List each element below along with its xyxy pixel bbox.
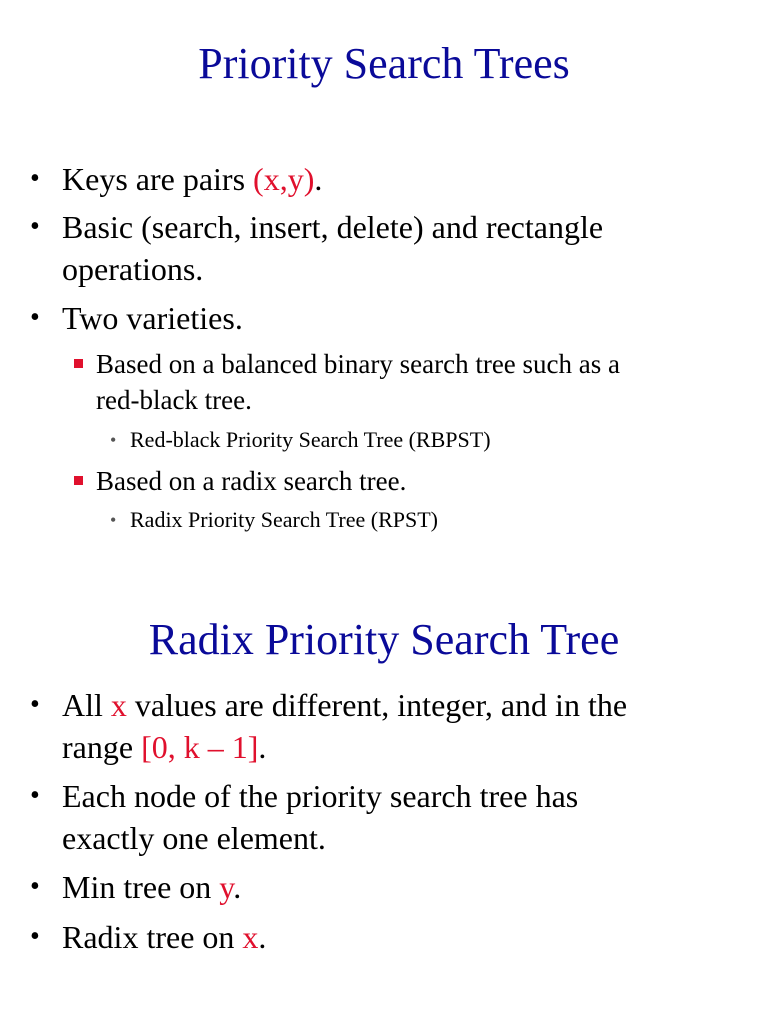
highlight-text: (x,y) — [253, 161, 315, 197]
bullet-each-node — [30, 775, 722, 859]
bullet-text: Basic (search, insert, delete) and rectangle — [62, 209, 604, 245]
slide-title: Radix Priority Search Tree — [148, 615, 620, 664]
square-bullet-icon — [74, 476, 83, 485]
bullet-text: Two varieties. — [62, 300, 243, 336]
square-bullet-icon — [74, 359, 83, 368]
bullet-dot-icon: • — [30, 302, 40, 333]
bullet-text: Keys are pairs — [62, 161, 254, 197]
highlight-text: x — [110, 687, 127, 723]
sub-sub-bullet-text: Red-black Priority Search Tree (RBPST) — [130, 427, 491, 452]
bullet-text: exactly one element. — [62, 820, 326, 856]
bullet-text: . — [258, 729, 267, 765]
bullet-text: All — [62, 687, 111, 723]
bullet-all-x-values — [30, 684, 722, 768]
bullet-basic-operations — [30, 206, 722, 290]
highlight-text: x — [242, 919, 259, 955]
bullet-text: Min tree on — [62, 869, 220, 905]
slide-title: Priority Search Trees — [198, 39, 570, 88]
highlight-text: [0, k – 1] — [141, 729, 259, 765]
bullet-dot-icon: • — [30, 871, 40, 902]
bullet-text: Each node of the priority search tree has — [62, 778, 579, 814]
bullet-text: . — [258, 919, 267, 955]
bullet-text: . — [314, 161, 323, 197]
bullet-text: . — [233, 869, 242, 905]
bullet-text: Radix tree on — [62, 919, 243, 955]
sub-bullet-text: red-black tree. — [96, 385, 252, 415]
bullet-text: values are different, integer, and in the — [126, 687, 628, 723]
bullet-text: range — [62, 729, 142, 765]
bullet-dot-icon: • — [30, 780, 40, 811]
sub-sub-bullet-text: Radix Priority Search Tree (RPST) — [130, 507, 438, 532]
bullet-dot-icon: • — [30, 163, 40, 194]
bullet-dot-icon: • — [30, 921, 40, 952]
bullet-dot-icon: • — [110, 430, 117, 450]
sub-bullet-radix-tree — [96, 463, 716, 499]
bullet-text: operations. — [62, 251, 204, 287]
sub-sub-bullet-rbpst — [110, 425, 730, 455]
sub-bullet-text: Based on a balanced binary search tree such as a — [96, 349, 621, 379]
bullet-min-tree — [30, 866, 722, 908]
highlight-text: y — [219, 869, 234, 905]
sub-sub-bullet-rpst — [110, 505, 730, 535]
sub-bullet-balanced-bst — [96, 346, 716, 418]
bullet-radix-tree — [30, 916, 722, 958]
bullet-dot-icon: • — [110, 510, 117, 530]
slide-radix-priority-search-tree — [0, 560, 768, 1024]
sub-bullet-text: Based on a radix search tree. — [96, 466, 407, 496]
bullet-keys-are-pairs — [30, 158, 722, 200]
bullet-two-varieties — [30, 297, 722, 339]
bullet-dot-icon: • — [30, 211, 40, 242]
bullet-dot-icon: • — [30, 689, 40, 720]
